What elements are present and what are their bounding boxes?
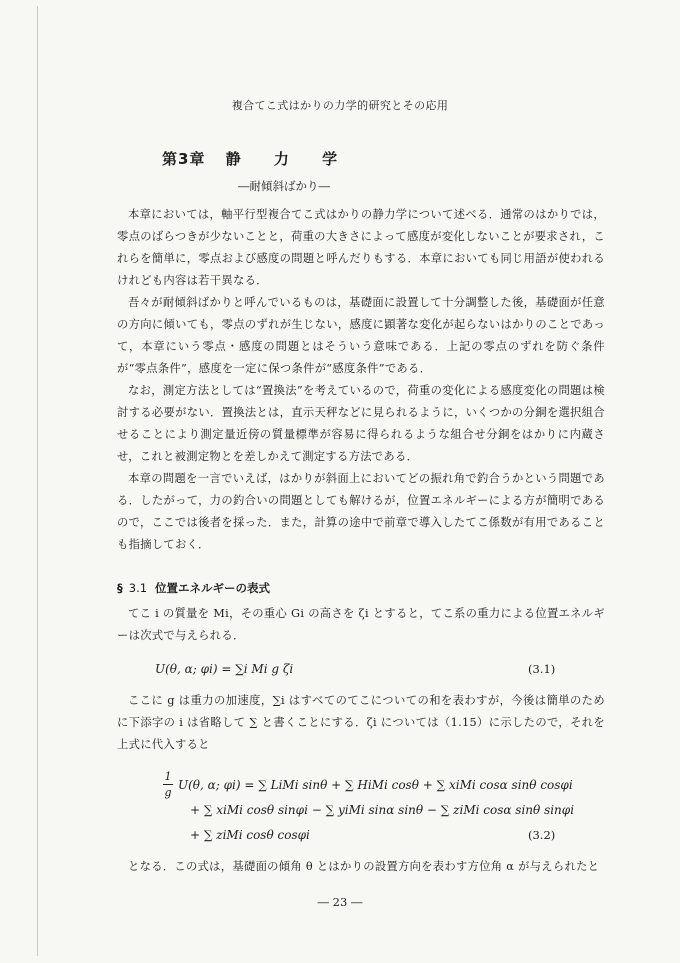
intro-text (117, 204, 605, 556)
section-number: 3.1 (128, 581, 148, 595)
chapter-subtitle: ―耐傾斜ばかり― (238, 179, 330, 193)
chapter-label: 第3章 (162, 150, 206, 168)
fraction-numerator: 1 (164, 770, 172, 783)
section-symbol: § (117, 581, 123, 595)
equation-3-2-line-2: + ∑ xiMi cosθ sinφi − ∑ yiMi sinα sinθ − ∑ ziMi cosα sinθ sinφi (190, 803, 575, 817)
equation-fraction (163, 770, 173, 799)
paragraph: 本章の問題を一言でいえば，はかりが斜面上においてどの振れ角で釣合うかという問題である．したがって，力の釣合いの問題としても解けるが，位置エネルギーによる方が簡明であるので，ここでは後者を採った．また，計算の途中で前章で導入したてこ係数が有用であることも指摘しておく． (117, 472, 605, 551)
fraction-denominator: g (164, 786, 172, 799)
page-edge-line (37, 6, 38, 956)
chapter-title (162, 148, 351, 169)
equation-number: (3.1) (528, 662, 556, 676)
paragraph: 吾々が耐傾斜ばかりと呼んでいるものは，基礎面に設置して十分調整した後，基礎面が任意の方向に傾いても，零点のずれが生じない，感度に顕著な変化が起らないはかりのことであって，本章にいう零点・感度の問題とはそういう意味である．上記の零点のずれを防ぐ条件が“零点条件”，感度を一定に保つ条件が“感度条件”である． (117, 296, 605, 375)
section-paragraph-2 (117, 690, 605, 756)
page-number: ― 23 ― (317, 895, 363, 909)
running-head: 複合てこ式はかりの力学的研究とその応用 (231, 99, 449, 112)
paragraph: なお，測定方法としては“置換法”を考えているので，荷重の変化による感度変化の問題は検討する必要がない．置換法とは，直示天秤などに見られるように，いくつかの分銅を選択組合せることにより測定量近傍の質量標準が容易に得られるような組合せ分銅をはかりに内蔵させ，これと被測定物とを差しかえて測定する方法である． (117, 384, 605, 463)
equation-3-1: U(θ, α; φi) = ∑i Mi g ζi (155, 662, 294, 676)
paragraph: 本章においては，軸平行型複合てこ式はかりの静力学について述べる．通常のはかりでは，零点のばらつきが少ないことと，荷重の大きさによって感度が変化しないことが要求され，これらを簡単に，零点および感度の問題と呼んだりもする．本章においても同じ用語が使われるけれども内容は若干異なる． (117, 208, 605, 287)
section-heading (117, 580, 270, 596)
equation-3-2-line-1: U(θ, α; φi) = ∑ LiMi sinθ + ∑ HiMi cosθ + ∑ xiMi cosα sinθ cosφi (178, 778, 573, 792)
paragraph: ここに g は重力の加速度，∑i はすべてのてこについての和を表わすが，今後は簡単のために下添字の i は省略して ∑ と書くことにする．ζi については（1.15）に示したので，それを上式に代入すると (117, 694, 605, 751)
equation-3-2-line-3: + ∑ ziMi cosθ cosφi (190, 828, 310, 842)
section-paragraph-1 (117, 603, 605, 647)
chapter-name: 静 力 学 (225, 150, 352, 168)
equation-number: (3.2) (528, 828, 556, 842)
section-title: 位置エネルギーの表式 (155, 581, 271, 595)
section-paragraph-3 (117, 856, 605, 878)
paragraph: てこ i の質量を Mi，その重心 Gi の高さを ζi とすると，てこ系の重力による位置エネルギーは次式で与えられる． (117, 607, 605, 642)
paragraph: となる．この式は，基礎面の傾角 θ とはかりの設置方向を表わす方位角 α が与えられたと (128, 860, 600, 873)
